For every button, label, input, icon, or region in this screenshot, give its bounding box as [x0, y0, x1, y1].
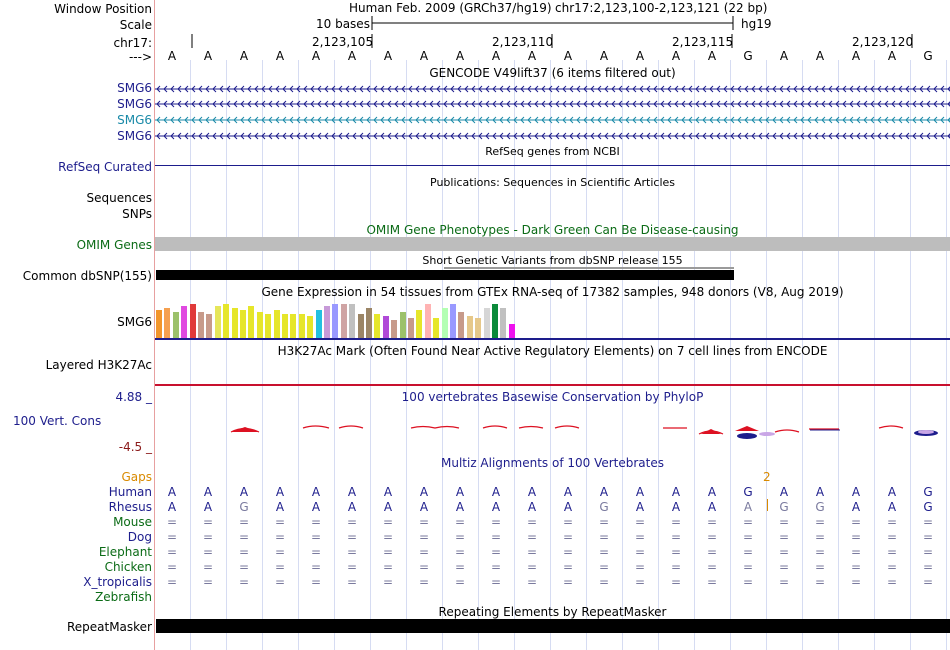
- alignment-human-base: A: [419, 485, 429, 499]
- label-snps[interactable]: SNPs: [122, 207, 152, 221]
- label-strand[interactable]: --->: [128, 50, 152, 64]
- alignment-elephant-base: =: [886, 545, 898, 559]
- label-repeatmasker[interactable]: RepeatMasker: [66, 620, 152, 634]
- label-rhesus[interactable]: Rhesus: [108, 500, 152, 514]
- alignment-mouse-base: =: [526, 515, 538, 529]
- coord-3: 2,123,115: [672, 35, 734, 49]
- alignment-chicken-base: =: [382, 560, 394, 574]
- alignment-human-base: A: [707, 485, 717, 499]
- alignment-elephant-base: =: [670, 545, 682, 559]
- alignment-mouse-base: =: [238, 515, 250, 529]
- alignment-dog-base: =: [598, 530, 610, 544]
- alignment-x-tropicalis-base: =: [742, 575, 754, 589]
- alignment-mouse-base: =: [202, 515, 214, 529]
- alignment-human-base: A: [275, 485, 285, 499]
- alignment-chicken-base: =: [814, 560, 826, 574]
- alignment-human-base: A: [311, 485, 321, 499]
- alignment-human-base: A: [527, 485, 537, 499]
- alignment-chicken-base: =: [742, 560, 754, 574]
- alignment-dog-base: =: [310, 530, 322, 544]
- alignment-x-tropicalis-base: =: [454, 575, 466, 589]
- alignment-elephant-base: =: [346, 545, 358, 559]
- alignment-elephant-base: =: [274, 545, 286, 559]
- alignment-mouse-base: =: [454, 515, 466, 529]
- label-chr17[interactable]: chr17:: [113, 36, 152, 50]
- alignment-human-base: A: [239, 485, 249, 499]
- alignment-elephant-base: =: [562, 545, 574, 559]
- alignment-dog-base: =: [814, 530, 826, 544]
- alignment-human-base: A: [815, 485, 825, 499]
- dbsnp-title: Short Genetic Variants from dbSNP release 155: [422, 254, 683, 267]
- alignment-mouse-base: =: [562, 515, 574, 529]
- alignment-mouse-base: =: [274, 515, 286, 529]
- alignment-mouse-base: =: [634, 515, 646, 529]
- alignment-x-tropicalis-base: =: [166, 575, 178, 589]
- alignment-chicken-base: =: [490, 560, 502, 574]
- track-labels: [0, 0, 154, 650]
- alignment-mouse-base: =: [166, 515, 178, 529]
- sequence-base: A: [455, 49, 465, 63]
- alignment-chicken-base: =: [562, 560, 574, 574]
- label-sequences[interactable]: Sequences: [86, 191, 152, 205]
- publications-title: Publications: Sequences in Scientific Articles: [430, 176, 675, 189]
- sequence-base: A: [419, 49, 429, 63]
- sequence-base: A: [815, 49, 825, 63]
- alignment-x-tropicalis-base: =: [310, 575, 322, 589]
- label-smg6-gtex[interactable]: SMG6: [117, 315, 152, 329]
- alignment-mouse-base: =: [382, 515, 394, 529]
- alignment-rhesus-base: A: [491, 500, 501, 514]
- coord-2: 2,123,110: [492, 35, 554, 49]
- alignment-human-base: A: [383, 485, 393, 499]
- sequence-base: G: [923, 49, 933, 63]
- alignment-chicken-base: =: [238, 560, 250, 574]
- alignment-mouse-base: =: [922, 515, 934, 529]
- alignment-rhesus-base: A: [671, 500, 681, 514]
- alignment-human-base: A: [563, 485, 573, 499]
- alignment-chicken-base: =: [886, 560, 898, 574]
- label-scale[interactable]: Scale: [119, 18, 152, 32]
- alignment-dog-base: =: [742, 530, 754, 544]
- alignment-elephant-base: =: [490, 545, 502, 559]
- assembly-title: Human Feb. 2009 (GRCh37/hg19): [349, 1, 552, 15]
- sequence-base: A: [563, 49, 573, 63]
- alignment-dog-base: =: [346, 530, 358, 544]
- alignment-chicken-base: =: [346, 560, 358, 574]
- alignment-elephant-base: =: [418, 545, 430, 559]
- alignment-dog-base: =: [418, 530, 430, 544]
- alignment-rhesus-base: A: [563, 500, 573, 514]
- alignment-dog-base: =: [166, 530, 178, 544]
- alignment-dog-base: =: [454, 530, 466, 544]
- alignment-mouse-base: =: [742, 515, 754, 529]
- alignment-human-base: A: [851, 485, 861, 499]
- alignment-elephant-base: =: [166, 545, 178, 559]
- label-smg6-4[interactable]: SMG6: [117, 129, 152, 143]
- alignment-chicken-base: =: [670, 560, 682, 574]
- alignment-dog-base: =: [850, 530, 862, 544]
- alignment-human-base: A: [347, 485, 357, 499]
- alignment-elephant-base: =: [778, 545, 790, 559]
- label-100-vert-cons[interactable]: 100 Vert. Cons: [13, 414, 102, 428]
- alignment-mouse-base: =: [886, 515, 898, 529]
- alignment-human-base: A: [599, 485, 609, 499]
- gaps-value: 2: [763, 470, 771, 484]
- alignment-x-tropicalis-base: =: [706, 575, 718, 589]
- refseq-title: RefSeq genes from NCBI: [485, 145, 620, 158]
- gap-marker: [767, 499, 768, 511]
- alignment-dog-base: =: [490, 530, 502, 544]
- alignment-dog-base: =: [562, 530, 574, 544]
- alignment-rhesus-base: A: [707, 500, 717, 514]
- sequence-base: A: [779, 49, 789, 63]
- alignment-dog-base: =: [382, 530, 394, 544]
- alignment-mouse-base: =: [814, 515, 826, 529]
- repeatmasker-title: Repeating Elements by RepeatMasker: [438, 605, 667, 619]
- alignment-dog-base: =: [238, 530, 250, 544]
- alignment-dog-base: =: [526, 530, 538, 544]
- alignment-elephant-base: =: [526, 545, 538, 559]
- alignment-chicken-base: =: [922, 560, 934, 574]
- alignment-rhesus-base: A: [419, 500, 429, 514]
- alignment-mouse-base: =: [418, 515, 430, 529]
- label-layered-h3k27ac[interactable]: Layered H3K27Ac: [45, 358, 152, 372]
- sequence-base: A: [275, 49, 285, 63]
- alignment-x-tropicalis-base: =: [490, 575, 502, 589]
- h3k27ac-title: H3K27Ac Mark (Often Found Near Active Regulatory Elements) on 7 cell lines from ENCODE: [277, 344, 828, 358]
- alignment-rhesus-base: A: [347, 500, 357, 514]
- label-human[interactable]: Human: [108, 485, 152, 499]
- alignment-rhesus-base: A: [203, 500, 213, 514]
- scale-label: 10 bases: [316, 17, 370, 31]
- alignment-elephant-base: =: [706, 545, 718, 559]
- label-mouse[interactable]: Mouse: [113, 515, 152, 529]
- alignment-x-tropicalis-base: =: [814, 575, 826, 589]
- alignment-mouse-base: =: [706, 515, 718, 529]
- alignment-dog-base: =: [922, 530, 934, 544]
- sequence-base: G: [743, 49, 753, 63]
- alignment-rhesus-base: A: [527, 500, 537, 514]
- alignment-elephant-base: =: [814, 545, 826, 559]
- alignment-mouse-base: =: [598, 515, 610, 529]
- alignment-x-tropicalis-base: =: [382, 575, 394, 589]
- alignment-chicken-base: =: [778, 560, 790, 574]
- omim-title: OMIM Gene Phenotypes - Dark Green Can Be Disease-causing: [366, 223, 739, 237]
- alignment-x-tropicalis-base: =: [922, 575, 934, 589]
- alignment-rhesus-base: A: [743, 500, 753, 514]
- alignment-chicken-base: =: [418, 560, 430, 574]
- alignment-x-tropicalis-base: =: [274, 575, 286, 589]
- alignment-human-base: A: [635, 485, 645, 499]
- alignment-rhesus-base: A: [167, 500, 177, 514]
- alignment-rhesus-base: A: [383, 500, 393, 514]
- alignment-chicken-base: =: [202, 560, 214, 574]
- label-omim-genes[interactable]: OMIM Genes: [76, 238, 152, 252]
- label-x-tropicalis[interactable]: X_tropicalis: [83, 575, 152, 589]
- alignment-human-base: A: [671, 485, 681, 499]
- alignment-rhesus-base: G: [779, 500, 789, 514]
- alignment-human-base: A: [491, 485, 501, 499]
- alignment-elephant-base: =: [382, 545, 394, 559]
- sequence-base: A: [887, 49, 897, 63]
- repeatmasker-bar[interactable]: [156, 619, 950, 633]
- alignment-elephant-base: =: [598, 545, 610, 559]
- alignment-x-tropicalis-base: =: [202, 575, 214, 589]
- alignment-elephant-base: =: [922, 545, 934, 559]
- alignment-human-base: A: [455, 485, 465, 499]
- alignment-rhesus-base: G: [239, 500, 249, 514]
- alignment-dog-base: =: [634, 530, 646, 544]
- alignment-elephant-base: =: [634, 545, 646, 559]
- alignment-elephant-base: =: [310, 545, 322, 559]
- phylop-title: 100 vertebrates Basewise Conservation by PhyloP: [401, 390, 704, 404]
- sequence-base: A: [599, 49, 609, 63]
- alignment-elephant-base: =: [742, 545, 754, 559]
- label-common-dbsnp[interactable]: Common dbSNP(155): [22, 269, 152, 283]
- alignment-human-base: G: [743, 485, 753, 499]
- alignment-rhesus-base: G: [923, 500, 933, 514]
- sequence-base: A: [167, 49, 177, 63]
- label-refseq-curated[interactable]: RefSeq Curated: [58, 160, 152, 174]
- alignment-elephant-base: =: [238, 545, 250, 559]
- gtex-title: Gene Expression in 54 tissues from GTEx RNA-seq of 17382 samples, 948 donors (V8, Aug 2019): [261, 285, 844, 299]
- alignment-dog-base: =: [202, 530, 214, 544]
- alignment-chicken-base: =: [526, 560, 538, 574]
- alignment-x-tropicalis-base: =: [562, 575, 574, 589]
- alignment-elephant-base: =: [850, 545, 862, 559]
- position-text: chr17:2,123,100-2,123,121 (22 bp): [555, 1, 768, 15]
- alignment-mouse-base: =: [778, 515, 790, 529]
- alignment-x-tropicalis-base: =: [670, 575, 682, 589]
- alignment-x-tropicalis-base: =: [238, 575, 250, 589]
- alignment-rhesus-base: G: [815, 500, 825, 514]
- sequence-base: A: [347, 49, 357, 63]
- alignment-human-base: A: [887, 485, 897, 499]
- alignment-human-base: A: [779, 485, 789, 499]
- multiz-title: Multiz Alignments of 100 Vertebrates: [440, 456, 665, 470]
- alignment-mouse-base: =: [850, 515, 862, 529]
- label-smg6-1[interactable]: SMG6: [117, 81, 152, 95]
- alignment-human-base: G: [923, 485, 933, 499]
- label-phylop-max[interactable]: 4.88 _: [115, 390, 152, 404]
- sequence-base: A: [671, 49, 681, 63]
- alignment-elephant-base: =: [202, 545, 214, 559]
- label-chicken[interactable]: Chicken: [104, 560, 152, 574]
- coord-1: 2,123,105: [312, 35, 374, 49]
- alignment-x-tropicalis-base: =: [778, 575, 790, 589]
- alignment-x-tropicalis-base: =: [598, 575, 610, 589]
- label-smg6-3[interactable]: SMG6: [117, 113, 152, 127]
- alignment-x-tropicalis-base: =: [418, 575, 430, 589]
- alignment-dog-base: =: [274, 530, 286, 544]
- alignment-dog-base: =: [886, 530, 898, 544]
- label-smg6-2[interactable]: SMG6: [117, 97, 152, 111]
- sequence-base: A: [527, 49, 537, 63]
- alignment-x-tropicalis-base: =: [886, 575, 898, 589]
- alignment-x-tropicalis-base: =: [634, 575, 646, 589]
- alignment-chicken-base: =: [454, 560, 466, 574]
- alignment-rhesus-base: G: [599, 500, 609, 514]
- alignment-chicken-base: =: [598, 560, 610, 574]
- alignment-x-tropicalis-base: =: [526, 575, 538, 589]
- alignment-chicken-base: =: [706, 560, 718, 574]
- sequence-base: A: [383, 49, 393, 63]
- alignment-chicken-base: =: [850, 560, 862, 574]
- alignment-mouse-base: =: [346, 515, 358, 529]
- alignment-dog-base: =: [670, 530, 682, 544]
- sequence-base: A: [491, 49, 501, 63]
- alignment-dog-base: =: [778, 530, 790, 544]
- alignment-mouse-base: =: [670, 515, 682, 529]
- label-zebrafish[interactable]: Zebrafish: [95, 590, 152, 604]
- alignment-elephant-base: =: [454, 545, 466, 559]
- coord-4: 2,123,120: [852, 35, 914, 49]
- alignment-rhesus-base: A: [275, 500, 285, 514]
- alignment-rhesus-base: A: [851, 500, 861, 514]
- db-label: hg19: [741, 17, 772, 31]
- label-dog[interactable]: Dog: [127, 530, 152, 544]
- alignment-human-base: A: [167, 485, 177, 499]
- alignment-x-tropicalis-base: =: [850, 575, 862, 589]
- gencode-title: GENCODE V49lift37 (6 items filtered out): [429, 66, 676, 80]
- label-elephant[interactable]: Elephant: [98, 545, 152, 559]
- label-phylop-min[interactable]: -4.5 _: [118, 440, 152, 454]
- label-gaps[interactable]: Gaps: [121, 470, 152, 484]
- alignment-mouse-base: =: [310, 515, 322, 529]
- alignment-chicken-base: =: [634, 560, 646, 574]
- sequence-base: A: [239, 49, 249, 63]
- alignment-rhesus-base: A: [887, 500, 897, 514]
- alignment-human-base: A: [203, 485, 213, 499]
- alignment-chicken-base: =: [166, 560, 178, 574]
- alignment-rhesus-base: A: [635, 500, 645, 514]
- alignment-chicken-base: =: [274, 560, 286, 574]
- sequence-base: A: [851, 49, 861, 63]
- label-window-position[interactable]: Window Position: [54, 2, 152, 16]
- alignment-chicken-base: =: [310, 560, 322, 574]
- alignment-x-tropicalis-base: =: [346, 575, 358, 589]
- sequence-base: A: [311, 49, 321, 63]
- sequence-base: A: [203, 49, 213, 63]
- sequence-base: A: [707, 49, 717, 63]
- tracks-panel[interactable]: [155, 0, 950, 650]
- alignment-dog-base: =: [706, 530, 718, 544]
- alignment-rhesus-base: A: [311, 500, 321, 514]
- alignment-rhesus-base: A: [455, 500, 465, 514]
- alignment-mouse-base: =: [490, 515, 502, 529]
- sequence-base: A: [635, 49, 645, 63]
